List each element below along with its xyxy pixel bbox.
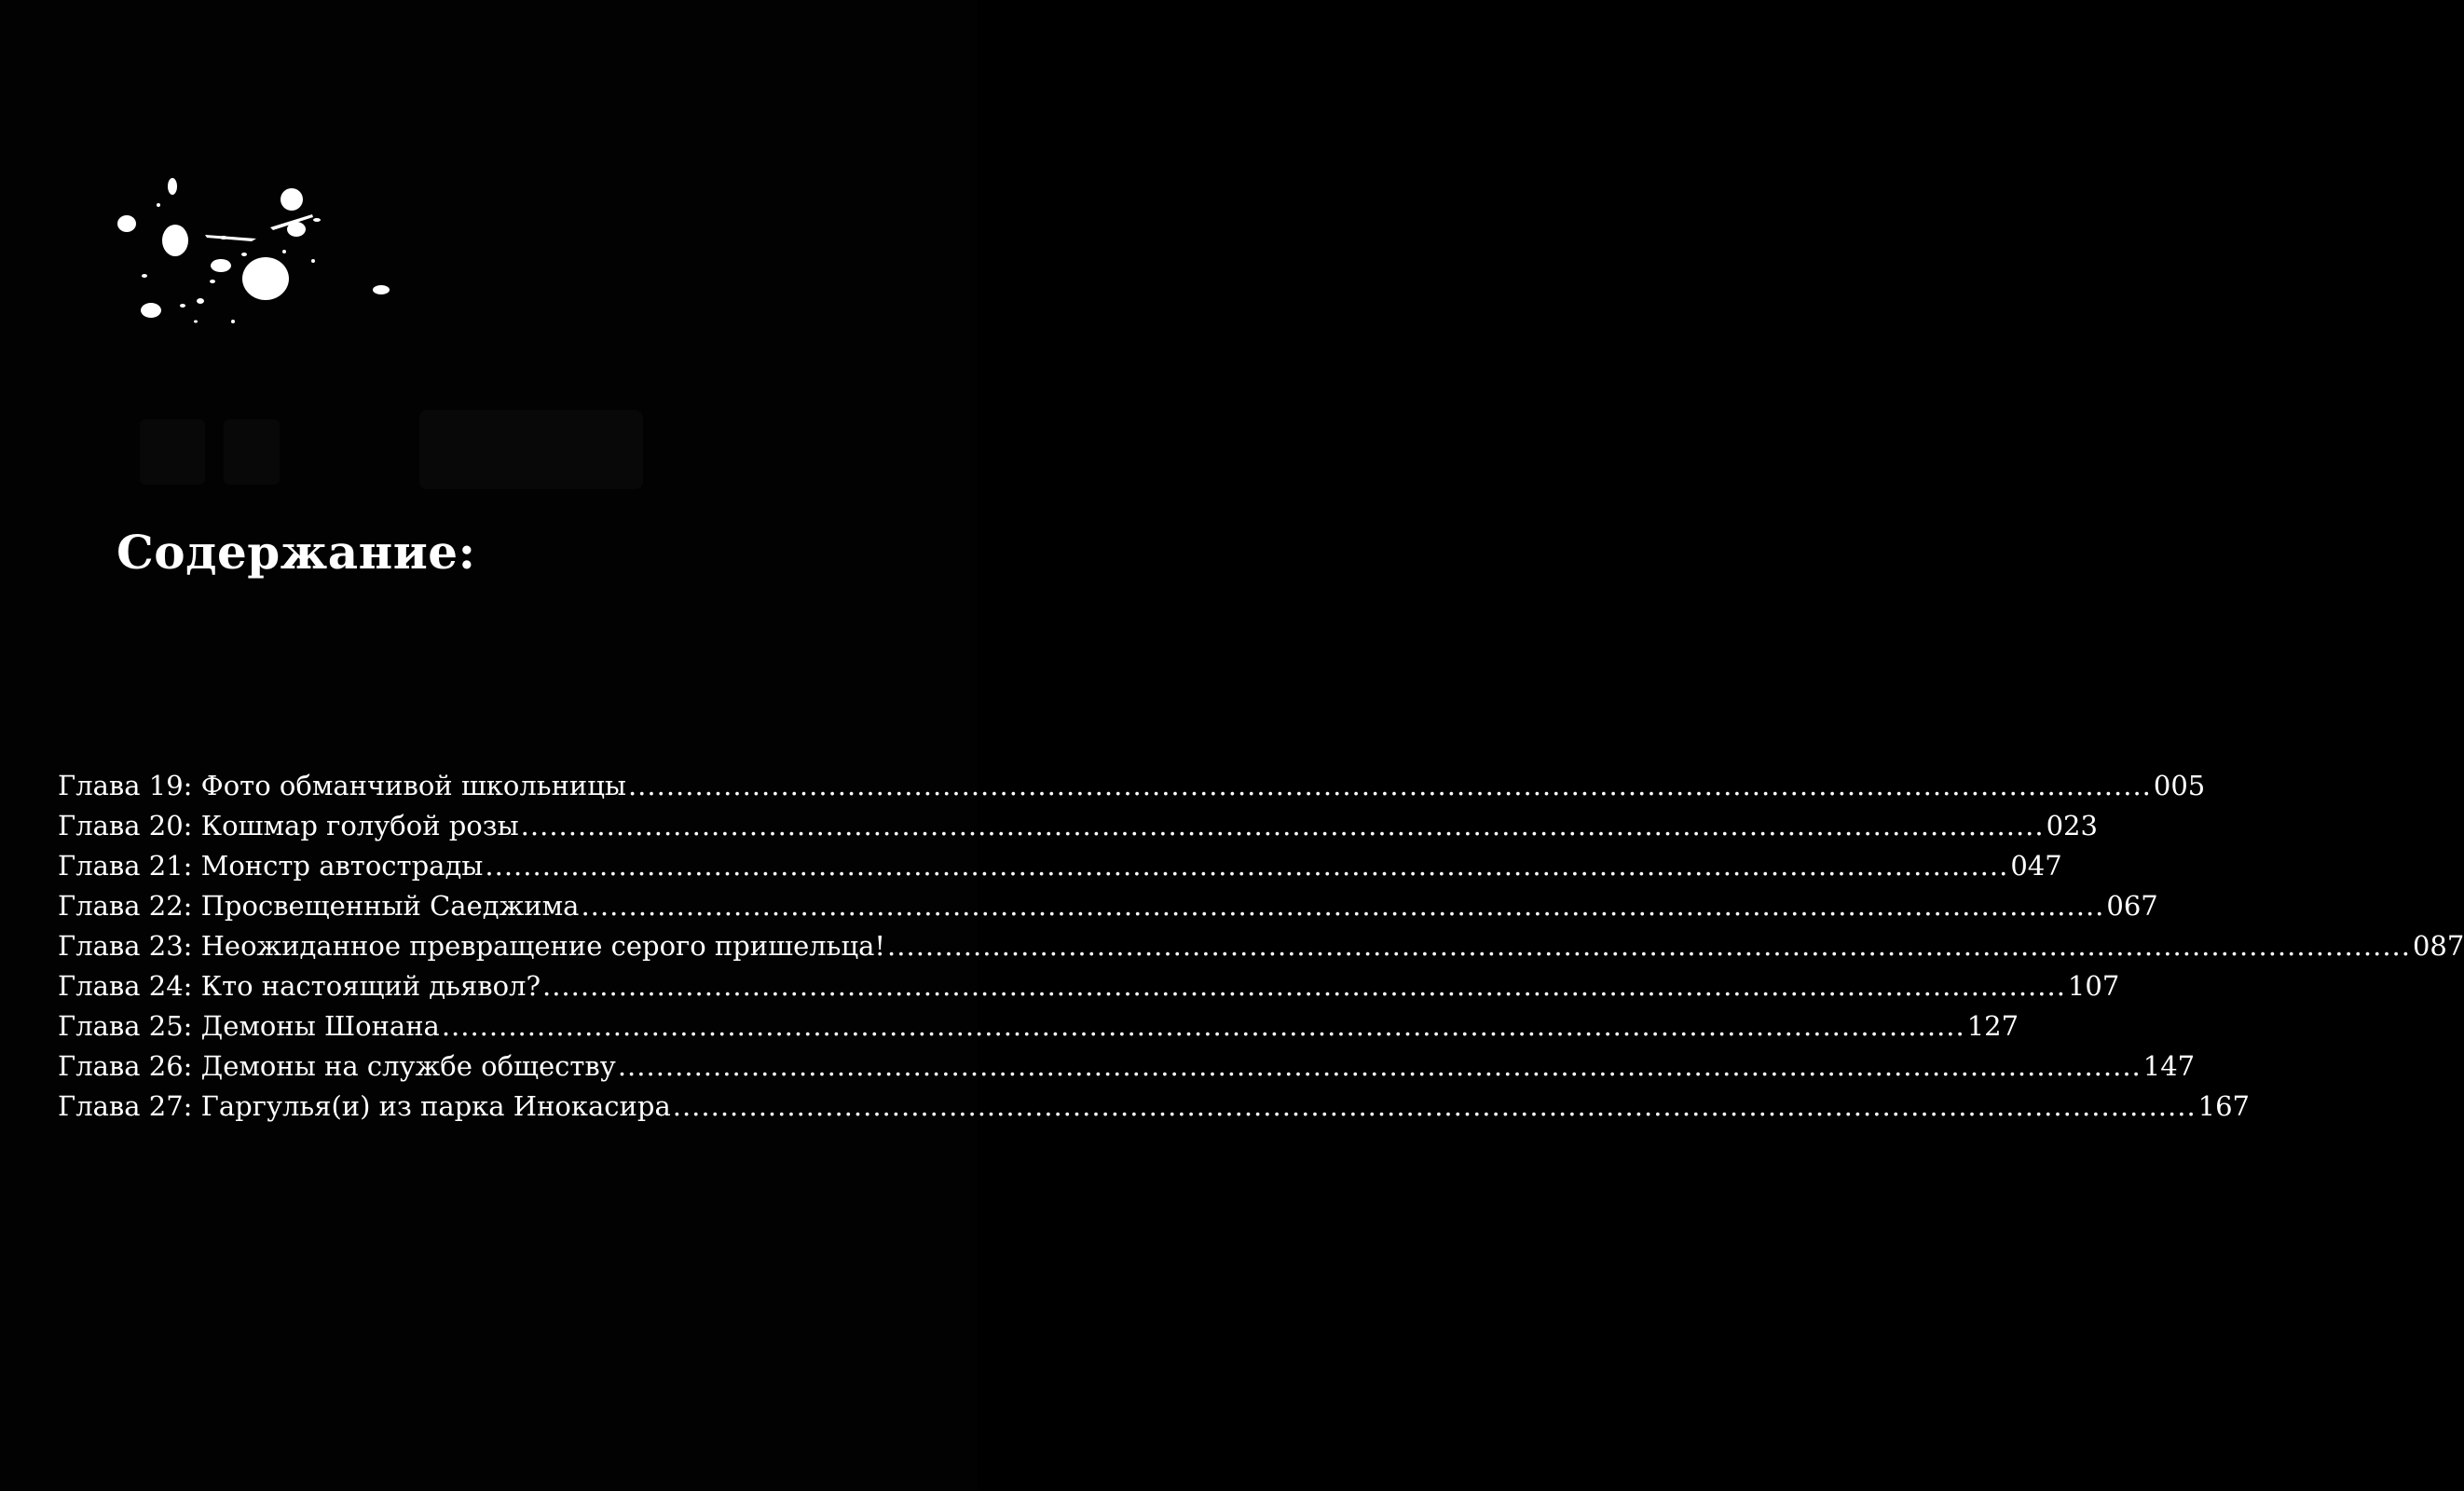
chapter-title: Фото обманчивой школьницы (200, 770, 626, 801)
faint-background-lettering (140, 410, 662, 494)
chapter-label: Глава 19: (58, 770, 193, 801)
toc-entry (58, 1046, 2196, 1087)
toc-entry (58, 926, 2464, 966)
ink-splatter-decoration (93, 158, 410, 363)
page-number: 005 (2153, 770, 2206, 801)
dot-leader (485, 846, 2008, 886)
page-number: 147 (2142, 1050, 2196, 1082)
toc-entry (58, 766, 2206, 806)
dot-leader (618, 1046, 2142, 1087)
page-number: 023 (2046, 810, 2098, 841)
dot-leader (442, 1006, 1965, 1046)
chapter-label: Глава 23: (58, 930, 193, 962)
dot-leader (521, 806, 2045, 846)
toc-entry (58, 966, 2120, 1006)
toc-title: Содержание: (116, 525, 476, 580)
chapter-label: Глава 27: (58, 1090, 193, 1122)
chapter-label: Глава 24: (58, 970, 193, 1002)
page-number: 107 (2067, 970, 2120, 1002)
page-number: 127 (1966, 1010, 2019, 1042)
toc-entry (58, 886, 2158, 926)
chapter-title: Монстр автострады (200, 850, 484, 882)
page-number: 167 (2197, 1090, 2251, 1122)
chapter-title: Демоны Шонана (200, 1010, 440, 1042)
chapter-label: Глава 20: (58, 810, 193, 841)
page-number: 067 (2106, 890, 2158, 922)
toc-entry (58, 1087, 2251, 1127)
dot-leader (673, 1087, 2197, 1127)
chapter-title: Кто настоящий дьявол? (200, 970, 541, 1002)
dot-leader (887, 926, 2411, 966)
toc-entry (58, 846, 2062, 886)
dot-leader (542, 966, 2066, 1006)
page-number: 087 (2412, 930, 2464, 962)
chapter-label: Глава 22: (58, 890, 193, 922)
chapter-title: Демоны на службе обществу (200, 1050, 616, 1082)
toc-entry (58, 1006, 2019, 1046)
chapter-title: Неожиданное превращение серого пришельца! (200, 930, 886, 962)
chapter-title: Кошмар голубой розы (200, 810, 519, 841)
toc-entry (58, 806, 2098, 846)
chapter-label: Глава 26: (58, 1050, 193, 1082)
chapter-label: Глава 21: (58, 850, 193, 882)
dot-leader (628, 766, 2152, 806)
table-of-contents (58, 766, 2464, 1127)
chapter-title: Просвещенный Саеджима (200, 890, 580, 922)
page-number: 047 (2010, 850, 2062, 882)
dot-leader (581, 886, 2104, 926)
chapter-label: Глава 25: (58, 1010, 193, 1042)
chapter-title: Гаргулья(и) из парка Инокасира (200, 1090, 671, 1122)
